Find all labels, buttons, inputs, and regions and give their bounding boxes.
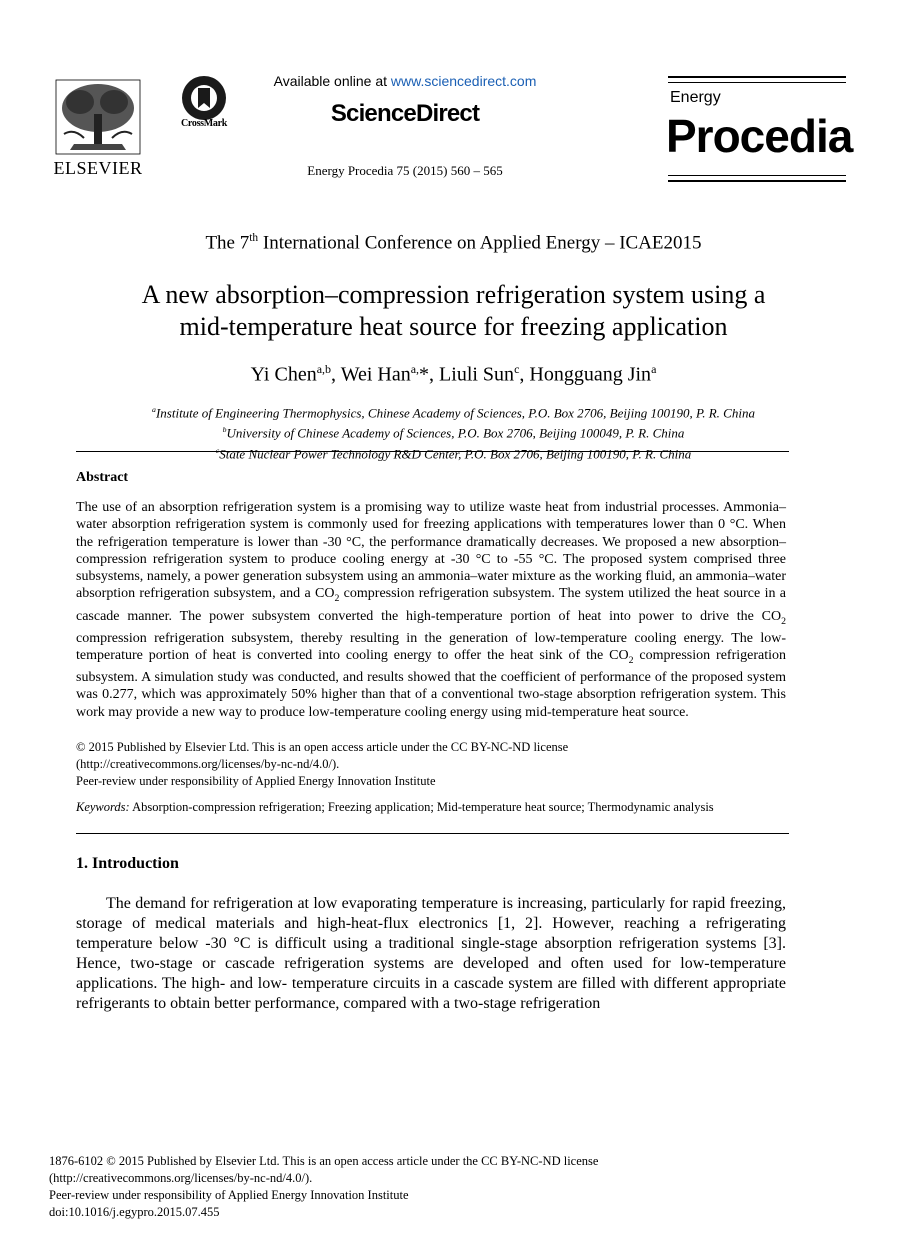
abstract-body: The use of an absorption refrigeration system is a promising way to utilize waste heat from industrial processes. Ammonia–water absorption refrigeration system is commonly used for freezing applications with temperatures lower than 0 °C. When the refrigeration temperature is lower than -30 °C, the performance dramatically decreases. We proposed a new absorption–compression refrigeration system to produce cooling energy at -30 °C to -55 °C. The proposed system comprised three subsystems, namely, a power generation subsystem using an ammonia–water mixture as the working fluid, an ammonia–water absorption refrigeration subsystem, and a $CO_2$ compression refrigeration subsystem. The system utilized the heat source in a cascade manner. The power subsystem converted the high-temperature portion of heat into power to drive the $CO_2$ compression refrigeration subsystem, thereby resulting in the generation of low-temperature cooling energy. The low-temperature portion of heat is converted into cooling energy to offer the heat sink of the $CO_2$ compression refrigeration subsystem. A simulation study was conducted, and results showed that the coefficient of performance of the proposed system was 0.277, which was approximately 50% higher than that of a conventional two-stage absorption refrigeration system. This work may provide a new way to produce low-temperature cooling energy using mid-temperature heat source. [76, 500, 786, 720]
author-name: Wei Han [340, 363, 411, 386]
title-line: mid-temperature heat source for freezing application [179, 312, 728, 341]
author-name: Hongguang Jin [529, 363, 652, 386]
keywords-label: Keywords: [76, 800, 130, 814]
sciencedirect-link[interactable]: www.sciencedirect.com [390, 73, 537, 89]
divider [76, 833, 789, 834]
license-link[interactable]: (http://creativecommons.org/licenses/by-nc-nd/4.0/). [76, 757, 340, 771]
footer [49, 1153, 769, 1221]
corresponding-star: * [419, 363, 430, 386]
available-online-line [250, 73, 560, 89]
abstract-heading: Abstract [76, 470, 129, 485]
author-list: Yi Chen$^{a,b}$, Wei Han$^{a,}$*, Liuli Sun$^c$, Hongguang Jin$^a$ [250, 362, 657, 386]
affiliations [40, 401, 867, 462]
footer-line: 1876-6102 © 2015 Published by Elsevier Ltd. This is an open access article under the CC BY-NC-ND license [49, 1154, 599, 1168]
doi[interactable]: doi:10.1016/j.egypro.2015.07.455 [49, 1205, 220, 1219]
crossmark-label: CrossMark [180, 118, 227, 129]
paper-title [40, 279, 867, 343]
affiliation: $^c$State Nuclear Power Technology R&D Center, P.O. Box 2706, Beijing 100190, P. R. China [215, 445, 692, 461]
journal-logo-big: Procedia [666, 110, 853, 162]
available-prefix: Available online at [273, 73, 391, 89]
publisher-name: ELSEVIER [53, 158, 143, 178]
section-body: The demand for refrigeration at low evaporating temperature is increasing, particularly for rapid freezing, storage of medical materials and high-heat-flux electronics [1, 2]. However, reaching a refrigerating temperature below -30 °C is difficult using a traditional single-stage absorption refrigeration systems [3]. Hence, two-stage or cascade refrigeration systems are developed and often used for low-temperature applications. The high- and low- temperature circuits in a cascade system are filled with different appropriate refrigerants to obtain better performance, compared with a two-stage refrigeration [76, 895, 786, 1012]
affiliation: $^b$University of Chinese Academy of Sciences, P.O. Box 2706, Beijing 100049, P. R. China [222, 425, 685, 441]
affiliation: $^a$Institute of Engineering Thermophysics, Chinese Academy of Sciences, P.O. Box 2706, Beijing 100190, P. R. China [152, 405, 755, 421]
section-heading: 1. Introduction [76, 855, 179, 872]
conference-name: The 7th International Conference on Applied Energy – ICAE2015 [205, 232, 702, 254]
author-name: Yi Chen [250, 363, 317, 386]
footer-line: Peer-review under responsibility of Applied Energy Innovation Institute [49, 1188, 409, 1202]
license-block [76, 739, 789, 790]
journal-reference: Energy Procedia 75 (2015) 560 – 565 [307, 163, 503, 178]
sciencedirect-title: ScienceDirect [330, 100, 480, 127]
title-line: A new absorption–compression refrigeration system using a [141, 280, 766, 309]
keywords-text: Absorption-compression refrigeration; Freezing application; Mid-temperature heat source; Thermodynamic analysis [129, 800, 714, 814]
keywords [76, 800, 789, 815]
peer-review-line: Peer-review under responsibility of Applied Energy Innovation Institute [76, 774, 436, 788]
divider [76, 451, 789, 452]
author-name: Liuli Sun [439, 363, 515, 386]
journal-logo-small: Energy [670, 89, 721, 106]
footer-license-link[interactable]: (http://creativecommons.org/licenses/by-nc-nd/4.0/). [49, 1171, 313, 1185]
license-line: © 2015 Published by Elsevier Ltd. This is an open access article under the CC BY-NC-ND license [76, 740, 569, 754]
